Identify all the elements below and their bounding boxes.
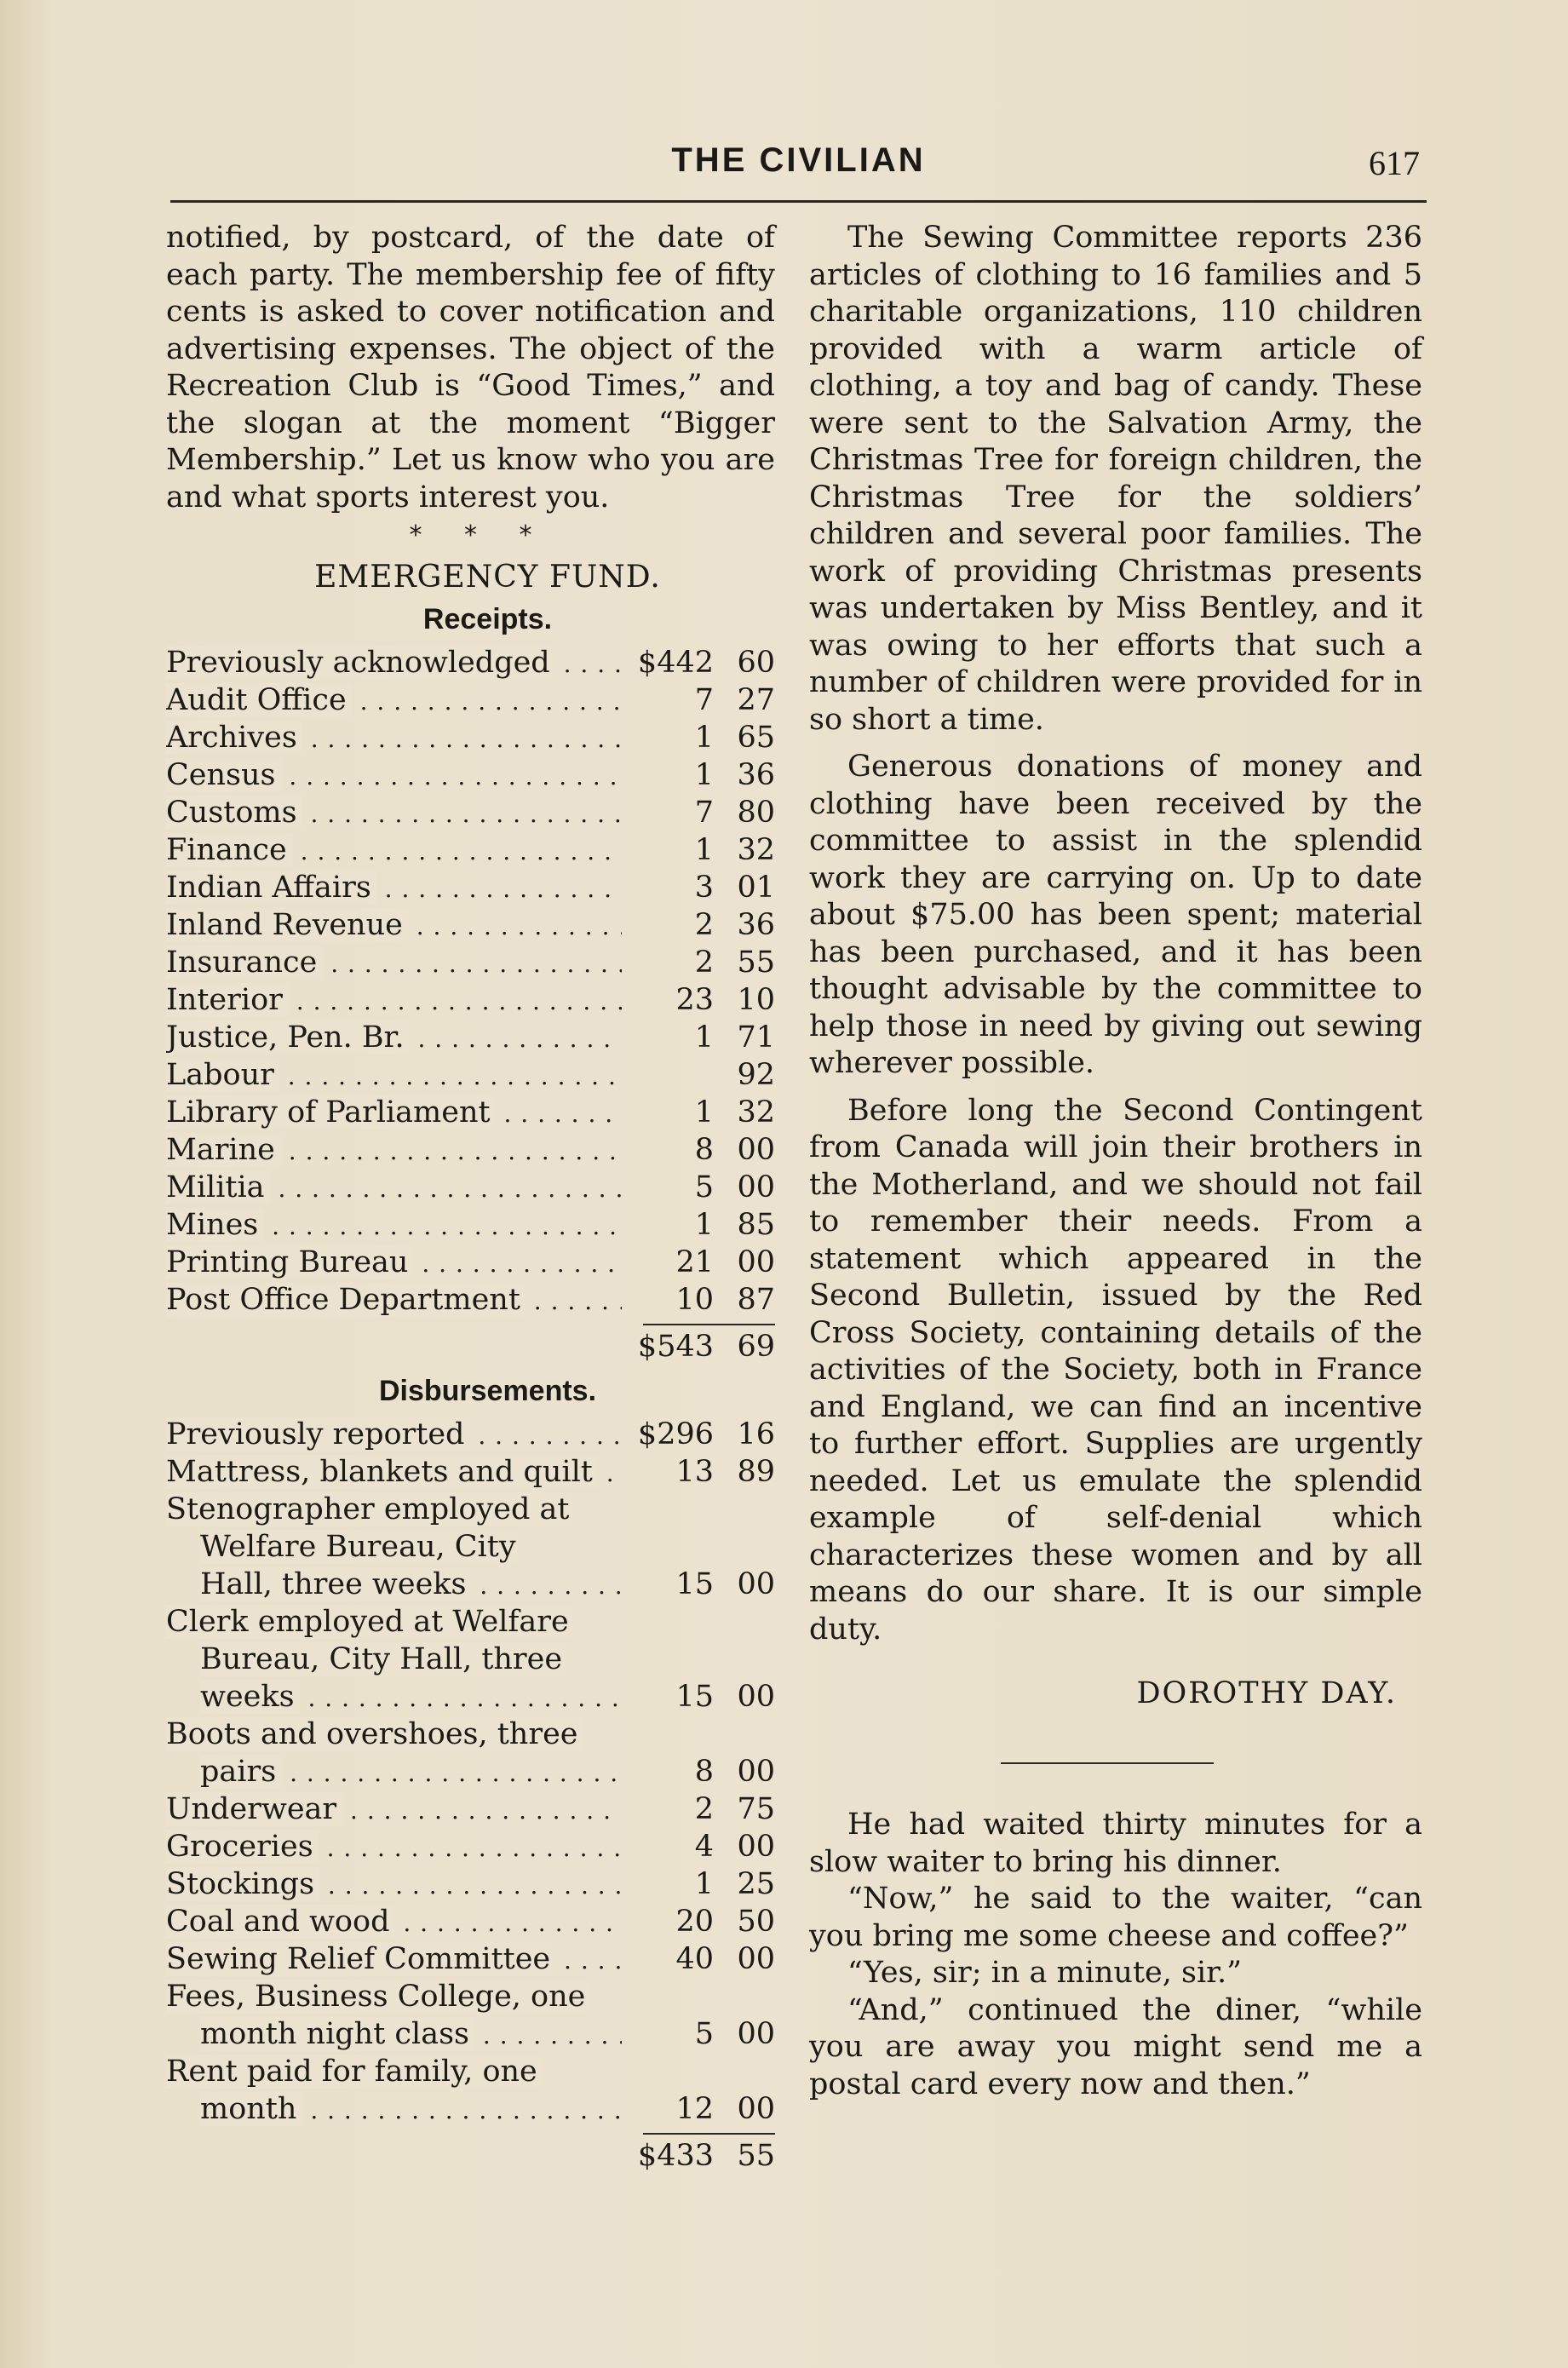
row-label — [166, 1056, 622, 1094]
leader-dots — [394, 1905, 622, 1939]
amount-dollars: 1 — [694, 721, 714, 755]
row-label-text: Interior — [166, 983, 288, 1017]
amount-cents: 65 — [737, 721, 775, 755]
row-label — [166, 1903, 622, 1940]
amount-dollars: 2 — [694, 1792, 714, 1826]
amount-dollars: 8 — [694, 1133, 714, 1167]
amount-dollars: 10 — [675, 1283, 714, 1317]
receipt-row — [166, 1094, 775, 1131]
row-label — [166, 756, 622, 794]
row-label — [166, 1491, 622, 1528]
row-label-text: Militia — [166, 1170, 270, 1204]
amount-cents: 00 — [737, 1830, 775, 1864]
row-label-text: Post Office Department — [166, 1283, 526, 1317]
row-label — [166, 1131, 622, 1169]
header-rule — [170, 200, 1427, 203]
amount-dollars: 1 — [694, 1867, 714, 1901]
leader-dots — [410, 1020, 622, 1055]
row-label — [166, 644, 622, 681]
row-label-text: Stenographer employed at — [166, 1492, 574, 1526]
amount-cents: 75 — [737, 1792, 775, 1826]
disbursement-row — [166, 1566, 775, 1603]
second-contingent-paragraph: Before long the Second Contingent from Canada will join their brothers in the Motherland, and we should not fail to remember their needs. From a statement which appeared in the Second Bulletin, issued by the Red Cross Society, containing details of the activities of the Society, both in France and England, we can find an incentive to further effort. Supplies are urgently needed. Let us emulate the splendid example of self-denial which characterizes these women and by all means do our share. It is our simple duty. — [809, 1093, 1422, 1647]
amount-dollars: 12 — [675, 2092, 714, 2126]
row-label — [200, 1641, 622, 1678]
amount-cents: 85 — [737, 1208, 775, 1242]
amount-dollars: 7 — [694, 796, 714, 830]
row-label-text: Justice, Pen. Br. — [166, 1020, 410, 1055]
receipt-row — [166, 981, 775, 1019]
leader-dots — [408, 908, 622, 942]
amount-cents: 16 — [737, 1417, 775, 1451]
row-label-text: Clerk employed at Welfare — [166, 1605, 574, 1639]
disbursement-row — [166, 1678, 775, 1716]
leader-dots — [319, 1830, 622, 1864]
amount-cents: 80 — [737, 796, 775, 830]
amount-dollars: $543 — [637, 1330, 714, 1364]
receipt-row — [166, 794, 775, 831]
donations-paragraph: Generous donations of money and clothing have been received by the committee to assist in the splendid work they are carrying on. Up to date about $75.00 has been spent; material has been purchased, and it has been thought advisable by the committee to help those in need by giving out sewing wherever possible. — [809, 750, 1422, 1080]
amount-dollars: 15 — [675, 1680, 714, 1714]
amount-dollars: 2 — [694, 908, 714, 942]
row-label-text: pairs — [200, 1755, 281, 1789]
row-label — [166, 794, 622, 831]
row-label-text: Library of Parliament — [166, 1095, 496, 1129]
amount-cents: 92 — [737, 1058, 775, 1092]
row-label — [166, 1940, 622, 1978]
row-label-text: Audit Office — [166, 683, 352, 717]
receipts-total-row — [166, 1325, 775, 1368]
joke-line-1: He had waited thirty minutes for a slow waiter to bring his dinner. — [809, 1808, 1422, 1879]
amount-cents: 36 — [737, 758, 775, 792]
disbursement-row — [166, 1491, 775, 1528]
disbursements-total-row — [166, 2135, 775, 2177]
row-label-text: Labour — [166, 1058, 279, 1092]
row-label — [200, 1528, 622, 1566]
row-label-text: Customs — [166, 796, 302, 830]
row-label-text: Census — [166, 758, 281, 792]
disbursements-heading: Disbursements. — [378, 1375, 597, 1407]
receipt-row — [166, 831, 775, 869]
row-label — [200, 1753, 622, 1790]
leader-dots — [280, 1133, 622, 1167]
amount-dollars: $433 — [637, 2139, 714, 2173]
disbursement-row — [166, 2053, 775, 2090]
receipt-row — [166, 756, 775, 794]
leader-dots — [376, 871, 622, 905]
disbursement-row — [166, 1753, 775, 1790]
receipt-row — [166, 944, 775, 981]
receipt-row — [166, 681, 775, 719]
page-header — [170, 136, 1427, 187]
amount-cents: 27 — [737, 683, 775, 717]
row-label-text: Mattress, blankets and quilt — [166, 1455, 598, 1489]
receipt-row — [166, 1206, 775, 1244]
amount-cents: 87 — [737, 1283, 775, 1317]
emergency-fund-title: EMERGENCY FUND. — [314, 560, 661, 595]
amount-cents: 00 — [737, 1567, 775, 1601]
row-label-text: Finance — [166, 833, 292, 867]
receipt-row — [166, 1056, 775, 1094]
disbursement-row — [166, 2090, 775, 2128]
amount-cents: 32 — [737, 833, 775, 867]
receipt-row — [166, 1131, 775, 1169]
amount-cents: 00 — [737, 2092, 775, 2126]
joke-line-4: “And,” continued the diner, “while you are away you might send me a postal card every now and then.” — [809, 1992, 1422, 2101]
row-label-text: Marine — [166, 1133, 280, 1167]
amount-dollars: 7 — [694, 683, 714, 717]
amount-cents: 00 — [737, 1755, 775, 1789]
receipt-row — [166, 719, 775, 756]
amount-dollars: 1 — [694, 1095, 714, 1129]
amount-dollars: 13 — [675, 1455, 714, 1489]
amount-cents: 00 — [737, 1245, 775, 1279]
row-label — [166, 1790, 622, 1828]
amount-cents: 00 — [737, 1942, 775, 1976]
row-label-text: Groceries — [166, 1830, 319, 1864]
joke-line-3: “Yes, sir; in a minute, sir.” — [847, 1956, 1243, 1990]
disbursement-row — [166, 1453, 775, 1491]
leader-dots — [319, 1867, 622, 1901]
amount-dollars: 2 — [694, 945, 714, 980]
row-label — [166, 2053, 622, 2090]
row-label-text: Printing Bureau — [166, 1245, 413, 1279]
amount-dollars: $296 — [637, 1417, 714, 1451]
amount-cents: 89 — [737, 1455, 775, 1489]
amount-cents: 32 — [737, 1095, 775, 1129]
receipt-row — [166, 869, 775, 906]
disbursement-row — [166, 1903, 775, 1940]
receipt-row — [166, 1019, 775, 1056]
amount-cents: 00 — [737, 1680, 775, 1714]
amount-cents: 25 — [737, 1867, 775, 1901]
amount-dollars: 1 — [694, 833, 714, 867]
row-label — [166, 981, 622, 1019]
row-label-text: Stockings — [166, 1867, 319, 1901]
receipts-heading: Receipts. — [422, 603, 553, 635]
receipt-row — [166, 1281, 775, 1319]
leader-dots — [288, 983, 622, 1017]
right-column — [809, 220, 1422, 2103]
row-label — [166, 944, 622, 981]
row-label-text: Indian Affairs — [166, 871, 376, 905]
amount-dollars: $442 — [637, 646, 714, 680]
row-label-text: Mines — [166, 1208, 263, 1242]
amount-dollars: 8 — [694, 1755, 714, 1789]
row-label — [166, 1603, 622, 1641]
row-label-text: Inland Revenue — [166, 908, 408, 942]
leader-dots — [281, 758, 623, 792]
row-label-text: Boots and overshoes, three — [166, 1717, 583, 1751]
disbursement-row — [166, 1940, 775, 1978]
leader-dots — [263, 1208, 622, 1242]
amount-cents: 55 — [737, 2139, 775, 2173]
amount-dollars: 40 — [675, 1942, 714, 1976]
leader-dots — [352, 683, 622, 717]
leader-dots — [413, 1245, 622, 1279]
row-label-text: Bureau, City Hall, three — [200, 1642, 567, 1676]
amount-dollars: 3 — [694, 871, 714, 905]
page-number: 617 — [1369, 144, 1420, 182]
amount-cents: 00 — [737, 1170, 775, 1204]
disbursement-row — [166, 1641, 775, 1678]
row-label — [166, 831, 622, 869]
disbursement-row — [166, 1828, 775, 1865]
joke-line-2: “Now,” he said to the waiter, “can you bring me some cheese and coffee?” — [809, 1882, 1422, 1953]
row-label — [166, 906, 622, 944]
amount-cents: 71 — [737, 1020, 775, 1055]
leader-dots — [300, 1680, 622, 1714]
row-label-text: Coal and wood — [166, 1905, 394, 1939]
receipt-row — [166, 644, 775, 681]
leader-dots — [281, 1755, 622, 1789]
recreation-club-paragraph: notified, by postcard, of the date of each party. The membership fee of fifty cents is asked to cover notification and advertising expenses. The object of the Recreation Club is “Good Times,” and the slogan at the moment “Bigger Membership.” Let us know who you are and what sports interest you. — [166, 221, 775, 514]
row-label-text: Rent paid for family, one — [166, 2055, 543, 2089]
leader-dots — [322, 945, 622, 980]
amount-dollars: 1 — [694, 758, 714, 792]
section-separator-stars: * * * — [409, 520, 549, 550]
disbursement-row — [166, 1603, 775, 1641]
row-label — [166, 1453, 622, 1491]
amount-dollars: 20 — [675, 1905, 714, 1939]
amount-dollars: 21 — [675, 1245, 714, 1279]
disbursement-row — [166, 1865, 775, 1903]
row-label-text: month — [200, 2092, 302, 2126]
row-label-text: Previously reported — [166, 1417, 469, 1451]
row-label — [166, 1281, 622, 1319]
row-label — [200, 2015, 622, 2053]
leader-dots — [342, 1792, 622, 1826]
amount-cents: 60 — [737, 646, 775, 680]
row-label — [166, 869, 622, 906]
amount-dollars: 23 — [675, 983, 714, 1017]
amount-cents: 00 — [737, 1133, 775, 1167]
leader-dots — [302, 796, 622, 830]
leader-dots — [292, 833, 622, 867]
row-label — [166, 1416, 622, 1453]
row-label-text: Archives — [166, 721, 302, 755]
row-label-text: Hall, three weeks — [200, 1567, 471, 1601]
amount-cents: 10 — [737, 983, 775, 1017]
row-label-text: Fees, Business College, one — [166, 1980, 590, 2014]
disbursements-table — [166, 1416, 775, 2177]
amount-cents: 36 — [737, 908, 775, 942]
amount-cents: 69 — [737, 1330, 775, 1364]
disbursement-row — [166, 1528, 775, 1566]
amount-cents: 01 — [737, 871, 775, 905]
row-label-text: Previously acknowledged — [166, 646, 555, 680]
row-label-text: Underwear — [166, 1792, 342, 1826]
amount-dollars: 15 — [675, 1567, 714, 1601]
receipt-row — [166, 1169, 775, 1206]
disbursement-row — [166, 2015, 775, 2053]
leader-dots — [279, 1058, 622, 1092]
left-column — [166, 220, 775, 2177]
row-label — [200, 2090, 622, 2128]
signature: DOROTHY DAY. — [1136, 1676, 1397, 1710]
row-label-text: Welfare Bureau, City — [200, 1530, 521, 1564]
sewing-committee-paragraph: The Sewing Committee reports 236 articles of clothing to 16 families and 5 charitable organizations, 110 children provided with a warm article of clothing, a toy and bag of candy. These were sent to the Salvation Army, the Christmas Tree for foreign children, the Christmas Tree for the soldiers’ children and several poor families. The work of providing Christmas presents was undertaken by Miss Bentley, and it was owing to her efforts that such a number of children were provided for in so short a time. — [809, 221, 1422, 737]
row-label — [166, 1094, 622, 1131]
row-label — [166, 1244, 622, 1281]
publication-title: THE CIVILIAN — [671, 141, 926, 179]
receipt-row — [166, 906, 775, 944]
disbursement-row — [166, 1978, 775, 2015]
amount-dollars: 1 — [694, 1020, 714, 1055]
row-label-text: weeks — [200, 1680, 300, 1714]
receipts-table — [166, 644, 775, 1368]
amount-dollars: 5 — [694, 1170, 714, 1204]
row-label — [166, 1978, 622, 2015]
disbursement-row — [166, 1790, 775, 1828]
disbursement-row — [166, 1416, 775, 1453]
row-label-text: Sewing Relief Committee — [166, 1942, 555, 1976]
leader-dots — [270, 1170, 622, 1204]
row-label — [166, 1169, 622, 1206]
row-label — [166, 719, 622, 756]
row-label — [166, 1206, 622, 1244]
row-label — [166, 1019, 622, 1056]
amount-dollars: 5 — [694, 2017, 714, 2051]
row-label-text: Insurance — [166, 945, 322, 980]
amount-cents: 50 — [737, 1905, 775, 1939]
amount-cents: 55 — [737, 945, 775, 980]
amount-dollars: 1 — [694, 1208, 714, 1242]
disbursement-row — [166, 1716, 775, 1753]
row-label-text: month night class — [200, 2017, 474, 2051]
amount-cents: 00 — [737, 2017, 775, 2051]
row-label — [166, 1716, 622, 1753]
row-label — [200, 1566, 622, 1603]
leader-dots — [302, 2092, 622, 2126]
leader-dots — [302, 721, 622, 755]
row-label — [166, 1828, 622, 1865]
row-label — [166, 1865, 622, 1903]
receipt-row — [166, 1244, 775, 1281]
amount-dollars: 4 — [694, 1830, 714, 1864]
row-label — [200, 1678, 622, 1716]
row-label — [166, 681, 622, 719]
